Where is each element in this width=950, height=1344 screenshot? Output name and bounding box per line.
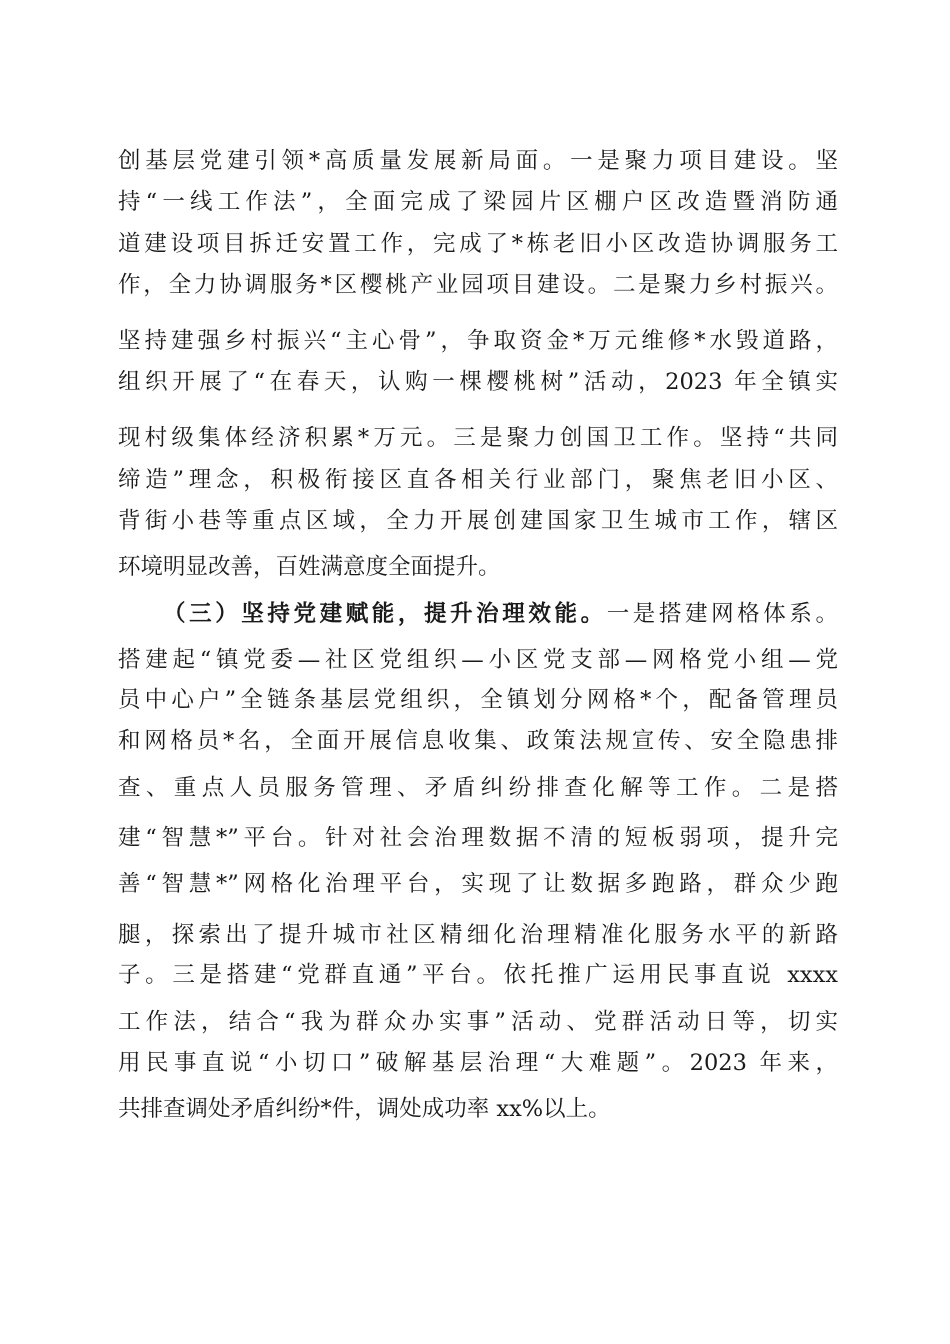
text-line: 搭建起“镇党委—社区党组织—小区党支部—网格党小组—党 <box>118 647 838 673</box>
text-line: 善“智慧*”网格化治理平台，实现了让数据多跑路，群众少跑 <box>118 871 838 897</box>
text-line: 持“一线工作法”，全面完成了梁园片区棚户区改造暨消防通 <box>118 189 838 215</box>
text-line: 子。三是搭建“党群直通”平台。依托推广运用民事直说 xxxx <box>118 962 838 988</box>
text-line: 工作法，结合“我为群众办实事”活动、党群活动日等，切实 <box>118 1009 838 1035</box>
text-line: 和网格员*名，全面开展信息收集、政策法规宣传、安全隐患排 <box>118 728 838 754</box>
text-line: 共排查调处矛盾纠纷*件，调处成功率 xx%以上。 <box>118 1096 611 1122</box>
text-line: 组织开展了“在春天，认购一棵樱桃树”活动，2023 年全镇实 <box>118 369 838 395</box>
text-line: 用民事直说“小切口”破解基层治理“大难题”。2023 年来， <box>118 1050 838 1076</box>
text-line: 创基层党建引领*高质量发展新局面。一是聚力项目建设。坚 <box>118 148 838 174</box>
heading-line-rest: 一是搭建网格体系。 <box>606 601 838 627</box>
text-line: 腿，探索出了提升城市社区精细化治理精准化服务水平的新路 <box>118 922 838 948</box>
text-line: 坚持建强乡村振兴“主心骨”，争取资金*万元维修*水毁道路， <box>118 328 838 354</box>
text-line: 员中心户”全链条基层党组织，全镇划分网格*个，配备管理员 <box>118 687 838 713</box>
text-line: 建“智慧*”平台。针对社会治理数据不清的短板弱项，提升完 <box>118 825 838 851</box>
paragraph-heading-line <box>163 594 838 634</box>
section-heading: （三）坚持党建赋能，提升治理效能。 <box>163 601 607 627</box>
text-line: 缔造”理念，积极衔接区直各相关行业部门，聚焦老旧小区、 <box>118 467 838 493</box>
text-line: 环境明显改善，百姓满意度全面提升。 <box>118 554 501 580</box>
text-line: 查、重点人员服务管理、矛盾纠纷排查化解等工作。二是搭 <box>118 775 838 801</box>
text-line: 道建设项目拆迁安置工作，完成了*栋老旧小区改造协调服务工 <box>118 231 838 257</box>
text-line: 作，全力协调服务*区樱桃产业园项目建设。二是聚力乡村振兴。 <box>118 272 838 298</box>
text-line: 现村级集体经济积累*万元。三是聚力创国卫工作。坚持“共同 <box>118 425 838 451</box>
text-line: 背街小巷等重点区域，全力开展创建国家卫生城市工作，辖区 <box>118 508 838 534</box>
